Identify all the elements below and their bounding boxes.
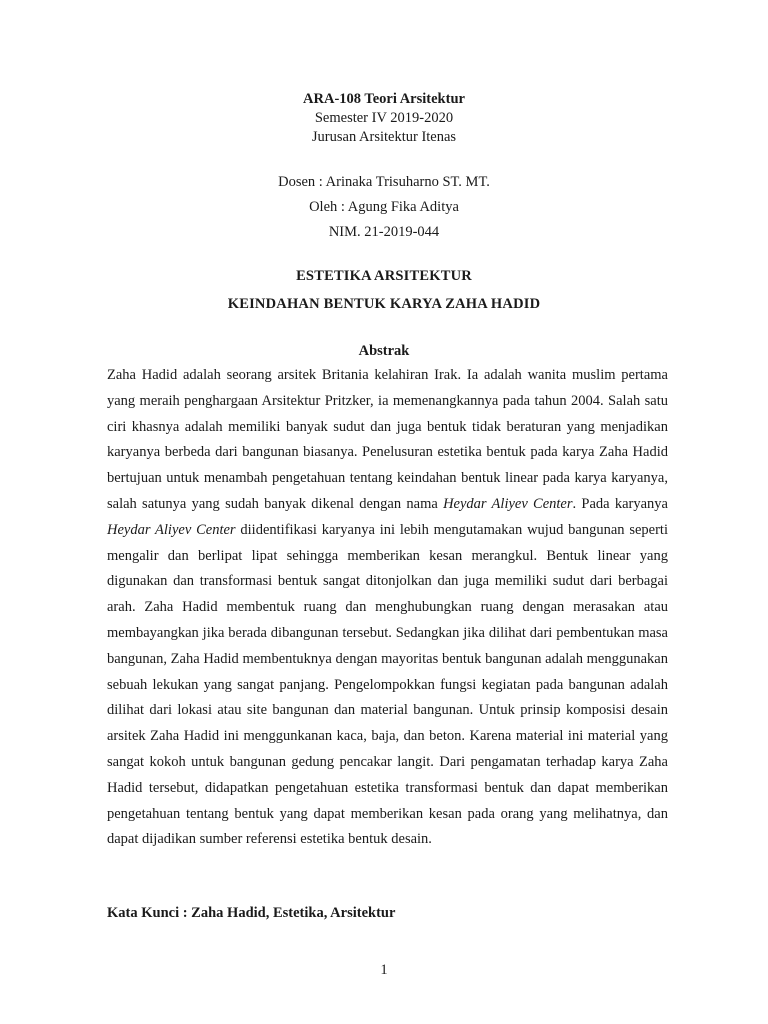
semester-line: Semester IV 2019-2020 — [314, 110, 454, 126]
abstract-text-2: . Pada karyanya — [572, 495, 668, 512]
nim-line: NIM. 21-2019-044 — [328, 224, 440, 240]
keywords-line: Kata Kunci : Zaha Hadid, Estetika, Arsitektur — [107, 905, 396, 921]
abstract-italic-2: Heydar Aliyev Center — [107, 521, 236, 538]
lecturer-line: Dosen : Arinaka Trisuharno ST. MT. — [278, 174, 490, 190]
abstract-body — [107, 363, 668, 853]
page-number: 1 — [380, 962, 388, 978]
header-spacer — [0, 147, 768, 170]
sub-title: KEINDAHAN BENTUK KARYA ZAHA HADID — [227, 296, 541, 312]
course-title: ARA-108 Teori Arsitektur — [303, 91, 465, 107]
main-title: ESTETIKA ARSITEKTUR — [296, 268, 472, 284]
document-header — [0, 90, 768, 245]
abstract-text-1: Zaha Hadid adalah seorang arsitek Britania kelahiran Irak. Ia adalah wanita muslim pertama yang meraih penghargaan Arsitektur Pritzker, ia memenangkannya pada tahun 2004. Salah satu ciri khasnya adalah memiliki banyak sudut dan juga bentuk tidak beraturan yang menjadikan karyanya berbeda dari bangunan biasanya. Penelusuran estetika bentuk pada karya Zaha Hadid bertujuan untuk menambah pengetahuan tentang keindahan bentuk linear pada karya karyanya, salah satunya yang sudah banyak dikenal dengan nama — [107, 367, 668, 512]
abstract-heading: Abstrak — [358, 343, 410, 359]
paper-titles — [0, 264, 768, 317]
author-line: Oleh : Agung Fika Aditya — [309, 199, 459, 215]
abstract-text-3: diidentifikasi karyanya ini lebih mengutamakan wujud bangunan seperti mengalir dan berlipat lipat sehingga memberikan kesan merangkul. Bentuk linear yang digunakan dan transformasi bentuk sangat ditonjolkan dan juga memiliki sudut dari berbagai arah. Zaha Hadid membentuk ruang dan menghubungkan ruang dengan merasakan atau membayangkan jika berada dibangunan tersebut. Sedangkan jika dilihat dari pembentukan masa bangunan, Zaha Hadid membentuknya dengan mayoritas bentuk bangunan adalah menggunakan sebuah lekukan yang sangat panjang. Pengelompokkan fungsi kegiatan pada bangunan adalah dilihat dari lokasi atau site bangunan dan material bangunan. Untuk prinsip komposisi desain arsitek Zaha Hadid ini menggunkanan kaca, baja, dan beton. Karena material ini material yang sangat kokoh untuk bangunan gedung pencakar langit. Dari pengamatan terhadap karya Zaha Hadid tersebut, didapatkan pengetahuan estetika transformasi bentuk dan dapat memberikan pengetahuan tentang bentuk yang dapat memberikan kesan pada orang yang melihatnya, dan dapat dijadikan sumber referensi estetika bentuk desain. — [107, 521, 668, 848]
abstract-italic-1: Heydar Aliyev Center — [443, 495, 573, 512]
department-line: Jurusan Arsitektur Itenas — [311, 129, 457, 145]
